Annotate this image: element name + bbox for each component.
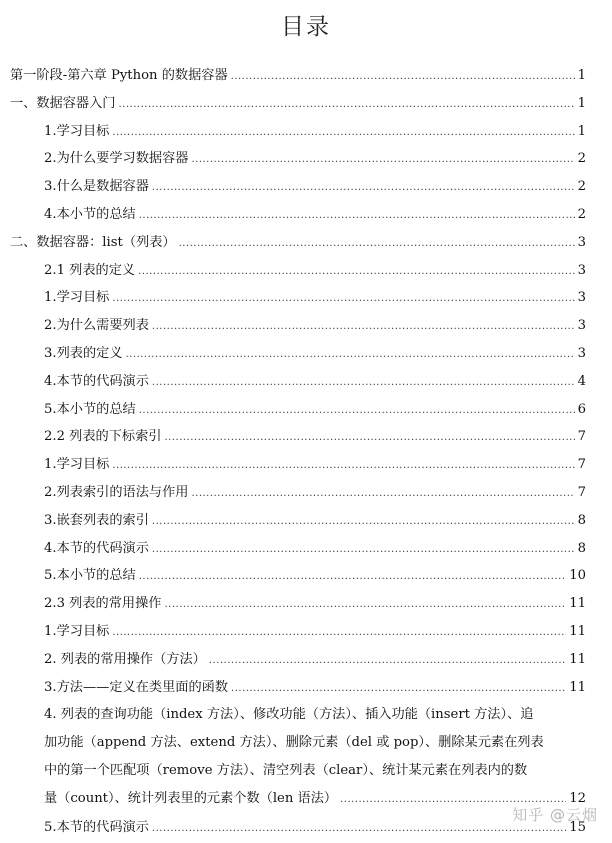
toc-entry-text: 2.为什么要学习数据容器 bbox=[44, 151, 189, 167]
toc-page-number: 7 bbox=[577, 484, 586, 500]
toc-entry[interactable] bbox=[10, 145, 586, 173]
toc-entry-multiline[interactable] bbox=[10, 701, 586, 813]
toc-leader-dots bbox=[139, 202, 575, 230]
toc-entry[interactable] bbox=[10, 396, 586, 424]
toc-entry-text: 2. 列表的常用操作（方法） bbox=[44, 651, 206, 667]
toc-leader-dots bbox=[126, 341, 575, 369]
toc-leader-dots bbox=[209, 647, 566, 675]
toc-entry-text: 1.学习目标 bbox=[44, 457, 110, 473]
toc-entry[interactable] bbox=[10, 312, 586, 340]
toc-entry-text: 4.本小节的总结 bbox=[44, 206, 136, 222]
toc-entry-text: 3.方法——定义在类里面的函数 bbox=[44, 679, 229, 695]
toc-page-number: 7 bbox=[577, 429, 586, 445]
toc-entry[interactable] bbox=[10, 562, 586, 590]
toc-entry[interactable] bbox=[10, 618, 586, 646]
toc-page-number: 7 bbox=[577, 457, 586, 473]
toc-entry-text: 2.列表索引的语法与作用 bbox=[44, 484, 189, 500]
toc-leader-dots bbox=[112, 285, 574, 313]
table-of-contents bbox=[10, 62, 586, 841]
toc-entry-text: 二、数据容器：list（列表） bbox=[10, 234, 176, 250]
toc-page-number: 3 bbox=[577, 345, 586, 361]
watermark-text: 知乎 @云烟 bbox=[512, 806, 598, 824]
toc-leader-dots bbox=[139, 397, 575, 425]
toc-entry-text: 5.本小节的总结 bbox=[44, 568, 136, 584]
toc-entry[interactable] bbox=[10, 423, 586, 451]
toc-page-number: 11 bbox=[569, 623, 586, 639]
toc-entry-text: 1.学习目标 bbox=[44, 623, 110, 639]
toc-leader-dots bbox=[231, 675, 566, 703]
toc-entry-text: 1.学习目标 bbox=[44, 123, 110, 139]
toc-page-number: 8 bbox=[577, 512, 586, 528]
toc-entry-text: 3.列表的定义 bbox=[44, 345, 123, 361]
toc-leader-dots bbox=[164, 424, 574, 452]
toc-page-number: 11 bbox=[569, 596, 586, 612]
toc-page-number: 2 bbox=[577, 151, 586, 167]
toc-leader-dots bbox=[179, 230, 575, 258]
toc-entry-text-line: 中的第一个匹配项（remove 方法）、清空列表（clear）、统计某元素在列表内的数 bbox=[44, 762, 528, 778]
toc-entry-text: 1.学习目标 bbox=[44, 290, 110, 306]
toc-entry[interactable] bbox=[10, 479, 586, 507]
toc-page-number: 3 bbox=[577, 318, 586, 334]
toc-entry-text: 一、数据容器入门 bbox=[10, 95, 116, 111]
toc-entry-text: 2.3 列表的常用操作 bbox=[44, 596, 162, 612]
toc-page-number: 15 bbox=[569, 819, 586, 835]
toc-page-number: 4 bbox=[577, 373, 586, 389]
toc-entry-text: 4.本节的代码演示 bbox=[44, 373, 149, 389]
toc-entry[interactable] bbox=[10, 507, 586, 535]
toc-entry[interactable] bbox=[10, 451, 586, 479]
toc-page-number: 2 bbox=[577, 206, 586, 222]
toc-entry[interactable] bbox=[10, 340, 586, 368]
toc-entry[interactable] bbox=[10, 590, 586, 618]
toc-leader-dots bbox=[119, 91, 575, 119]
toc-page-number: 8 bbox=[577, 540, 586, 556]
toc-leader-dots bbox=[138, 258, 575, 286]
toc-entry[interactable] bbox=[10, 118, 586, 146]
toc-leader-dots bbox=[152, 508, 575, 536]
toc-page-number: 11 bbox=[569, 679, 586, 695]
toc-page-number: 10 bbox=[569, 568, 586, 584]
toc-leader-dots bbox=[152, 313, 575, 341]
toc-entry[interactable] bbox=[10, 814, 586, 842]
toc-leader-dots bbox=[152, 369, 575, 397]
toc-entry-text: 第一阶段-第六章 Python 的数据容器 bbox=[10, 68, 228, 83]
toc-entry[interactable] bbox=[10, 674, 586, 702]
toc-leader-dots bbox=[152, 536, 575, 564]
toc-leader-dots bbox=[152, 174, 575, 202]
toc-leader-dots bbox=[112, 619, 566, 647]
toc-page-number: 2 bbox=[577, 179, 586, 195]
toc-entry-text-line: 量（count）、统计列表里的元素个数（len 语法） bbox=[44, 790, 338, 806]
toc-page-number: 1 bbox=[577, 123, 586, 139]
toc-leader-dots bbox=[152, 815, 566, 843]
toc-entry-text: 2.1 列表的定义 bbox=[44, 262, 136, 278]
toc-entry[interactable] bbox=[10, 535, 586, 563]
toc-entry-text-line: 4. 列表的查询功能（index 方法）、修改功能（方法）、插入功能（insert 方法）、追 bbox=[44, 707, 534, 723]
toc-page-number: 1 bbox=[577, 95, 586, 111]
toc-entry[interactable] bbox=[10, 201, 586, 229]
toc-entry[interactable] bbox=[10, 62, 586, 90]
toc-entry-text-line: 加功能（append 方法、extend 方法）、删除元素（del 或 pop）、删除某元素在列表 bbox=[44, 735, 544, 751]
toc-entry-text: 5.本小节的总结 bbox=[44, 401, 136, 417]
toc-entry-text: 3.嵌套列表的索引 bbox=[44, 512, 149, 528]
toc-leader-dots bbox=[191, 146, 574, 174]
toc-page-number: 3 bbox=[577, 262, 586, 278]
toc-entry[interactable] bbox=[10, 229, 586, 257]
toc-page-number: 12 bbox=[569, 790, 586, 806]
toc-page-number: 3 bbox=[577, 290, 586, 306]
toc-leader-dots bbox=[139, 563, 567, 591]
toc-entry[interactable] bbox=[10, 284, 586, 312]
toc-entry[interactable] bbox=[10, 257, 586, 285]
toc-entry[interactable] bbox=[10, 173, 586, 201]
toc-page-number: 1 bbox=[577, 68, 586, 83]
toc-page-number: 11 bbox=[569, 651, 586, 667]
toc-entry-text: 2.为什么需要列表 bbox=[44, 318, 149, 334]
toc-leader-dots bbox=[191, 480, 574, 508]
toc-leader-dots bbox=[231, 63, 575, 91]
toc-entry[interactable] bbox=[10, 646, 586, 674]
toc-entry[interactable] bbox=[10, 368, 586, 396]
toc-leader-dots bbox=[164, 591, 566, 619]
toc-page-number: 3 bbox=[577, 234, 586, 250]
toc-entry-text: 2.2 列表的下标索引 bbox=[44, 429, 162, 445]
toc-leader-dots bbox=[112, 119, 574, 147]
toc-leader-dots bbox=[112, 452, 574, 480]
toc-page-number: 6 bbox=[577, 401, 586, 417]
page-title: 目录 bbox=[281, 14, 331, 40]
toc-entry-text: 4.本节的代码演示 bbox=[44, 540, 149, 556]
toc-entry-text: 5.本节的代码演示 bbox=[44, 819, 149, 835]
toc-entry[interactable] bbox=[10, 90, 586, 118]
toc-entry-text: 3.什么是数据容器 bbox=[44, 179, 149, 195]
